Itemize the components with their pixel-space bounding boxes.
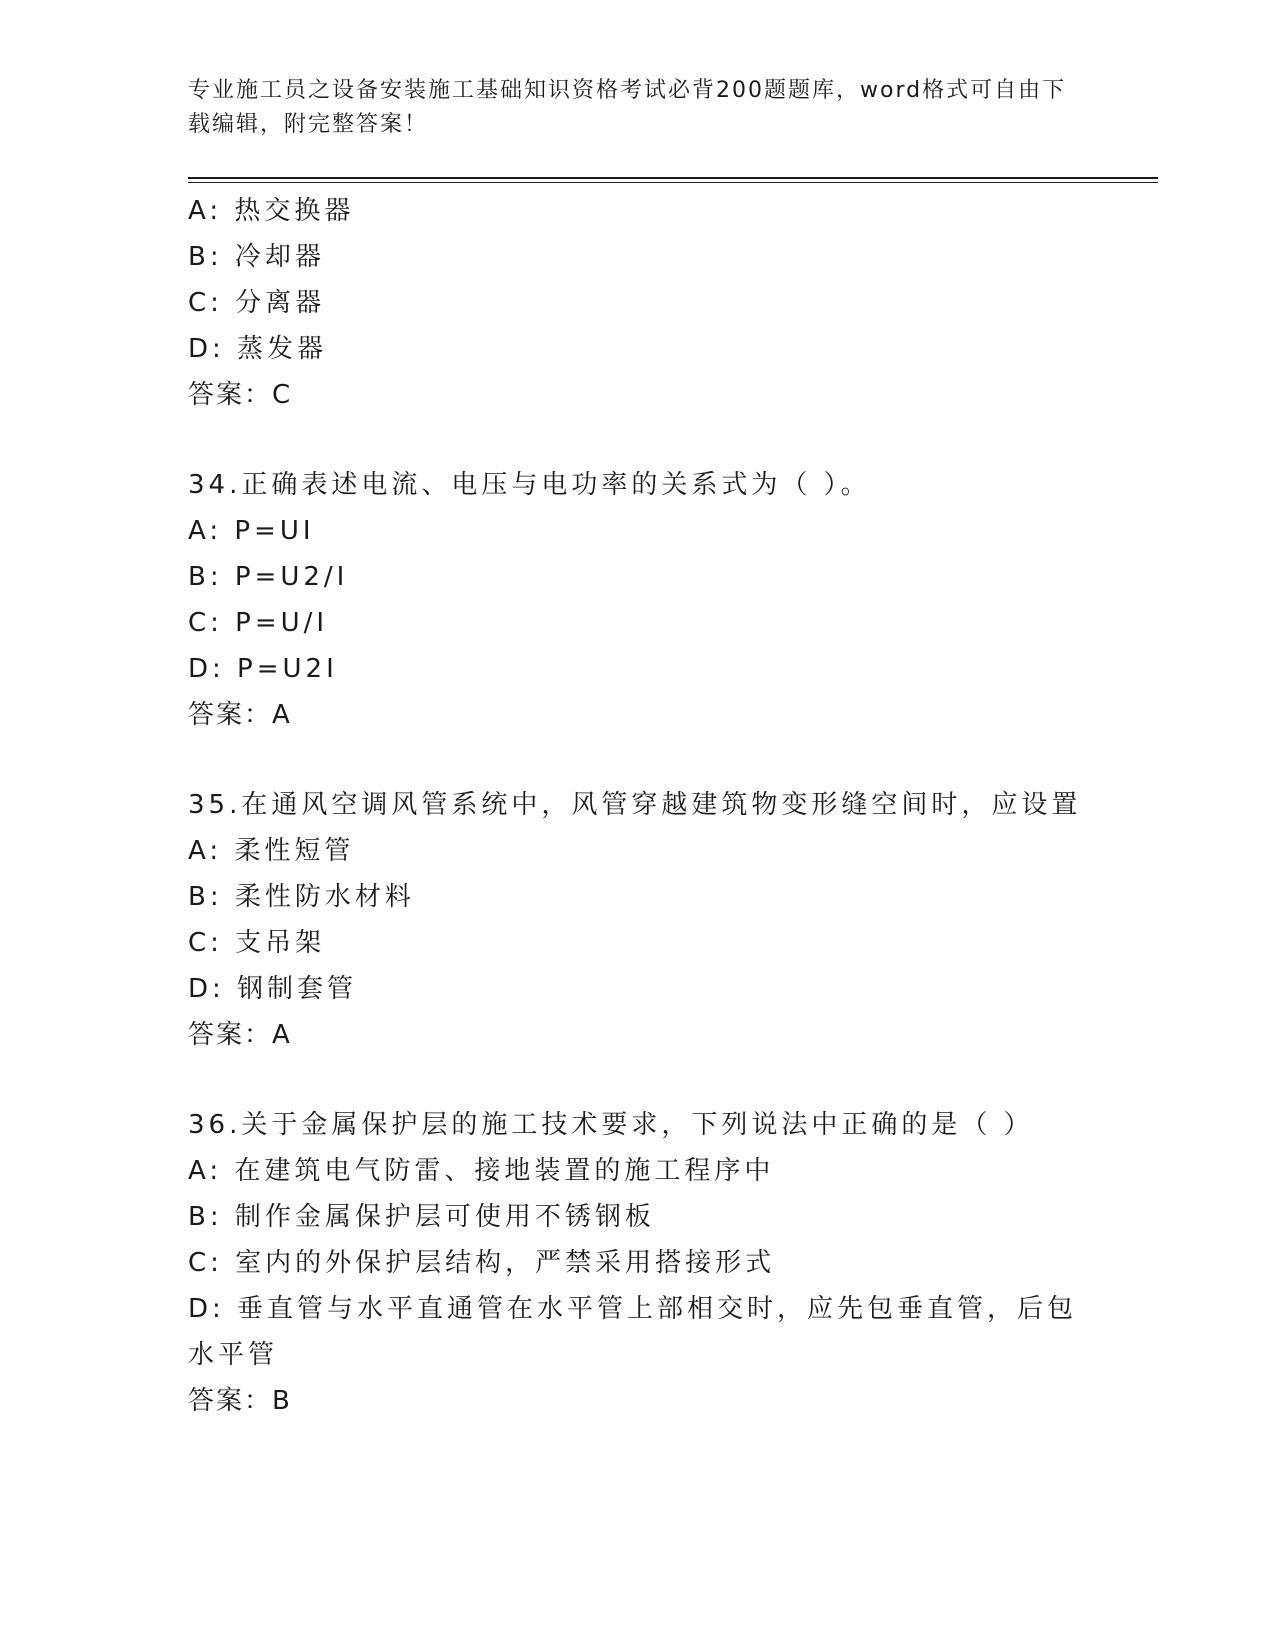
q34-answer: 答案：A	[188, 700, 292, 730]
q34-option-b: B: P=U2/I	[188, 562, 349, 592]
q36-option-a: A: 在建筑电气防雷、接地装置的施工程序中	[188, 1156, 775, 1186]
q34-option-a: A: P=UI	[188, 516, 315, 546]
q35-option-b: B: 柔性防水材料	[188, 882, 415, 912]
q35-option-a: A: 柔性短管	[188, 836, 355, 866]
q35-option-d: D: 钢制套管	[188, 974, 358, 1004]
q35-answer: 答案：A	[188, 1020, 292, 1050]
q34-option-c: C: P=U/I	[188, 608, 329, 638]
q34-option-d: D: P=U2I	[188, 654, 338, 684]
q36-answer: 答案：B	[188, 1386, 292, 1416]
q33-option-a: A: 热交换器	[188, 196, 355, 226]
q35-option-c: C: 支吊架	[188, 928, 326, 958]
q34-stem: 34.正确表述电流、电压与电功率的关系式为（ ）。	[188, 470, 871, 500]
document-header: 专业施工员之设备安装施工基础知识资格考试必背200题题库，word格式可自由下载编辑，附完整答案！	[188, 78, 1067, 137]
q36-option-c: C: 室内的外保护层结构，严禁采用搭接形式	[188, 1248, 776, 1278]
q36-option-b: B: 制作金属保护层可使用不锈钢板	[188, 1202, 655, 1232]
header-rule-top	[188, 177, 1158, 179]
q35-stem: 35.在通风空调风管系统中，风管穿越建筑物变形缝空间时，应设置	[188, 790, 1082, 820]
q33-option-b: B: 冷却器	[188, 242, 325, 272]
q33-option-c: C: 分离器	[188, 288, 326, 318]
question-33-block	[188, 188, 1088, 418]
question-34-block	[188, 462, 1088, 738]
q36-option-d: D: 垂直管与水平直通管在水平管上部相交时，应先包垂直管，后包水平管	[188, 1294, 1078, 1370]
q33-answer: 答案：C	[188, 380, 293, 410]
question-35-block	[188, 782, 1088, 1058]
q36-stem: 36.关于金属保护层的施工技术要求，下列说法中正确的是（ ）	[188, 1110, 1034, 1140]
header-rule-bottom	[188, 182, 1158, 183]
question-36-block	[188, 1102, 1088, 1424]
q33-option-d: D: 蒸发器	[188, 334, 328, 364]
document-body	[188, 188, 1088, 1424]
